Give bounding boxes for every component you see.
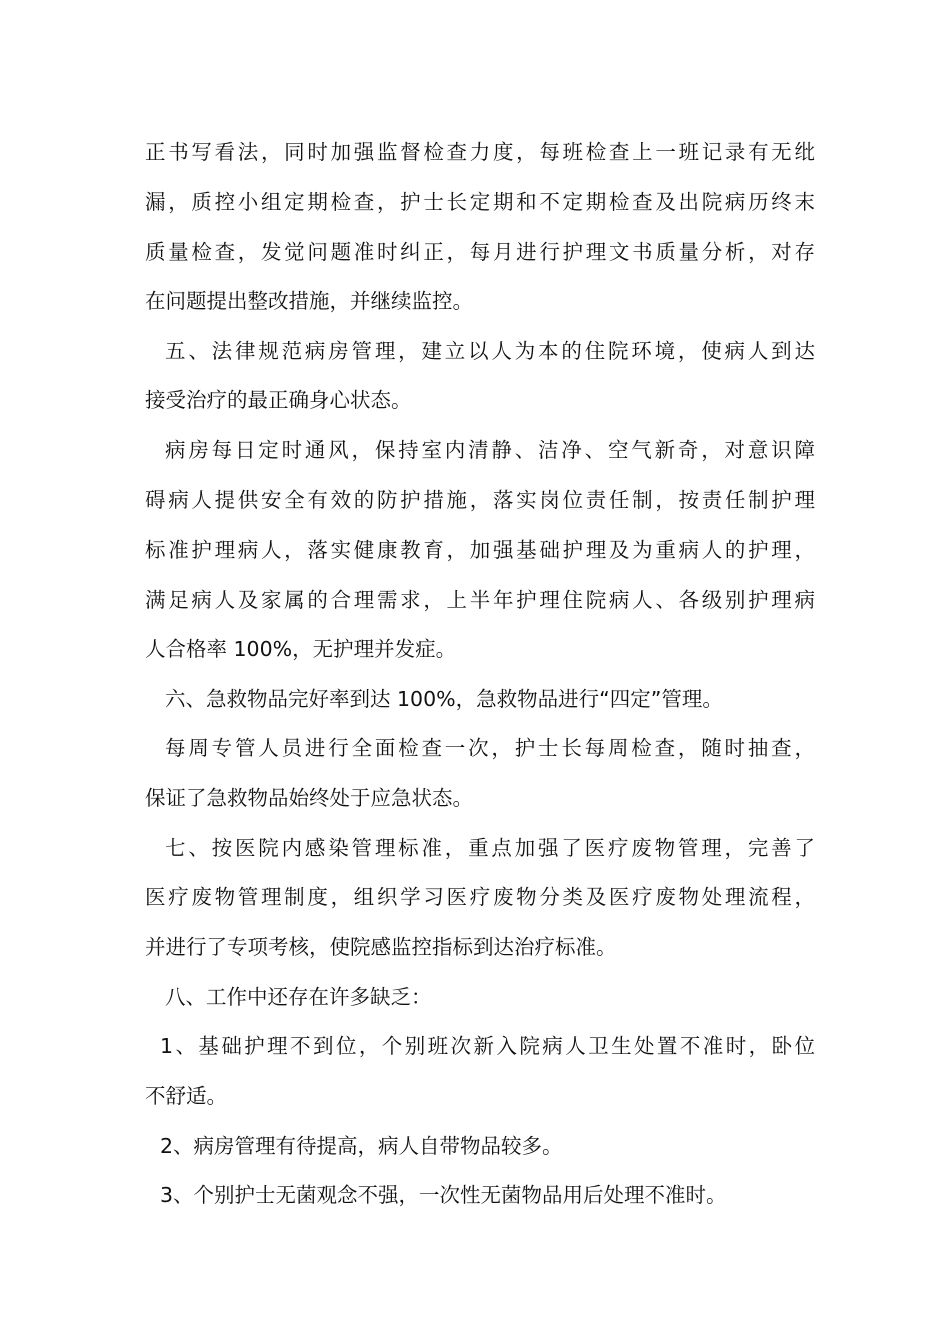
paragraph-line: 正书写看法，同时加强监督检查力度，每班检查上一班记录有无纰 bbox=[145, 140, 815, 164]
paragraph-line: 保证了急救物品始终处于应急状态。 bbox=[145, 786, 473, 810]
paragraph-line: 碍病人提供安全有效的防护措施，落实岗位责任制，按责任制护理 bbox=[145, 488, 815, 512]
list-item-1: 1、基础护理不到位，个别班次新入院病人卫生处置不准时，卧位 bbox=[160, 1034, 815, 1058]
paragraph-line: 标准护理病人，落实健康教育，加强基础护理及为重病人的护理， bbox=[145, 538, 815, 562]
paragraph-line: 人合格率 100%，无护理并发症。 bbox=[145, 637, 457, 661]
paragraph-line: 病房每日定时通风，保持室内清静、洁净、空气新奇，对意识障 bbox=[165, 438, 815, 462]
section-heading-7: 七、按医院内感染管理标准，重点加强了医疗废物管理，完善了 bbox=[165, 836, 815, 860]
paragraph-line: 漏，质控小组定期检查，护士长定期和不定期检查及出院病历终末 bbox=[145, 190, 815, 214]
paragraph-line: 并进行了专项考核，使院感监控指标到达治疗标准。 bbox=[145, 935, 617, 959]
section-heading-8: 八、工作中还存在许多缺乏： bbox=[165, 985, 432, 1009]
paragraph-line: 每周专管人员进行全面检查一次，护士长每周检查，随时抽查， bbox=[165, 736, 815, 760]
section-heading-5: 五、法律规范病房管理，建立以人为本的住院环境，使病人到达 bbox=[165, 339, 815, 363]
paragraph-line: 不舒适。 bbox=[145, 1084, 227, 1108]
section-heading-6: 六、急救物品完好率到达 100%，急救物品进行“四定”管理。 bbox=[165, 687, 723, 711]
list-item-3: 3、个别护士无菌观念不强，一次性无菌物品用后处理不准时。 bbox=[160, 1183, 727, 1207]
list-item-2: 2、病房管理有待提高，病人自带物品较多。 bbox=[160, 1134, 563, 1158]
paragraph-line: 满足病人及家属的合理需求，上半年护理住院病人、各级别护理病 bbox=[145, 588, 815, 612]
paragraph-line: 医疗废物管理制度，组织学习医疗废物分类及医疗废物处理流程， bbox=[145, 885, 815, 909]
paragraph-line: 质量检查，发觉问题准时纠正，每月进行护理文书质量分析，对存 bbox=[145, 240, 815, 264]
paragraph-line: 接受治疗的最正确身心状态。 bbox=[145, 388, 412, 412]
paragraph-line: 在问题提出整改措施，并继续监控。 bbox=[145, 289, 473, 313]
